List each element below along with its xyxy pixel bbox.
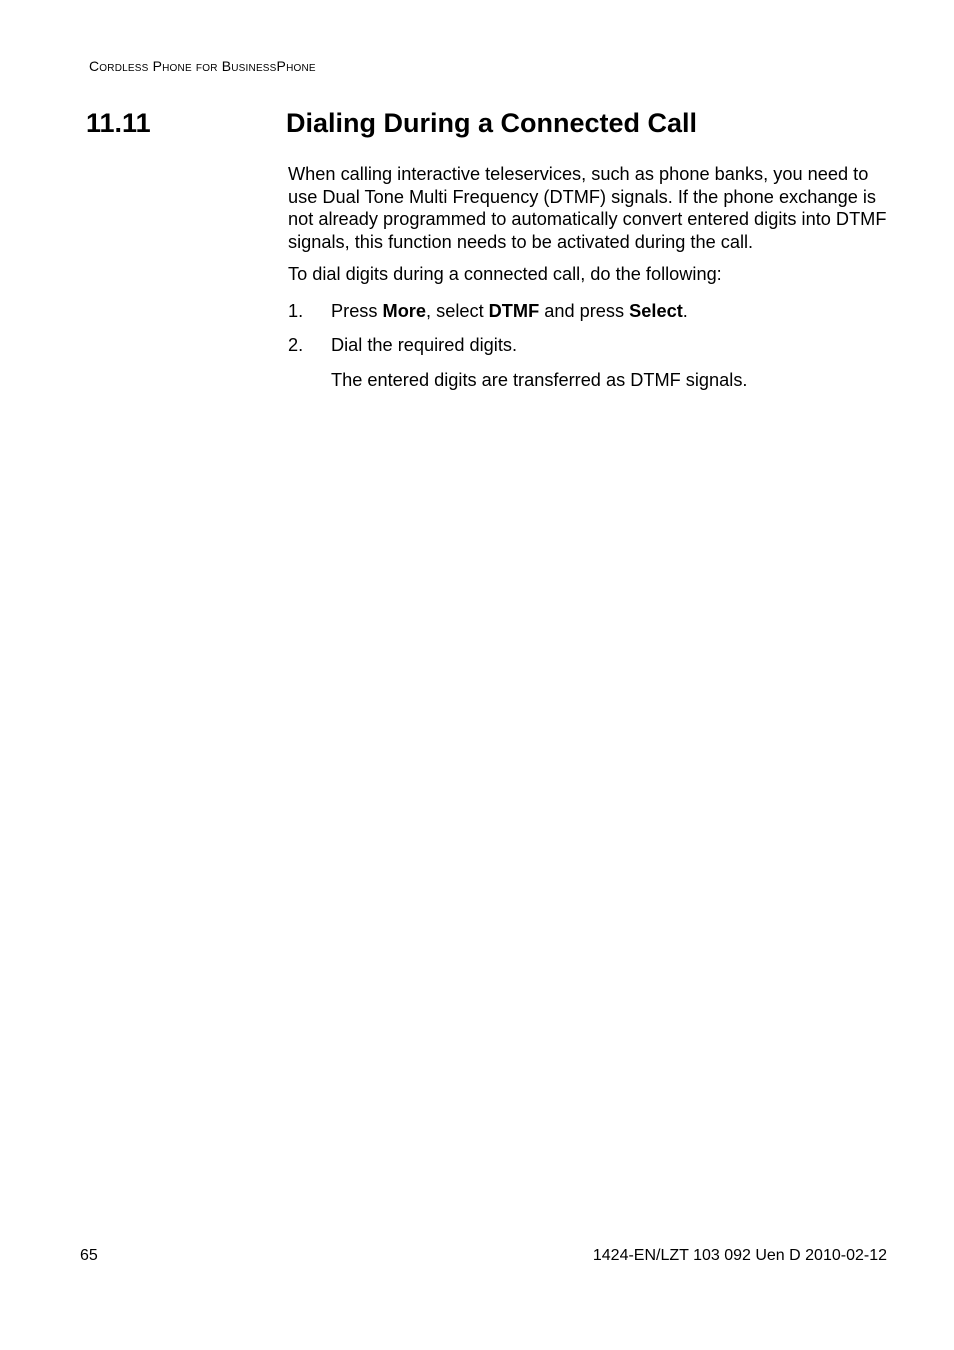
section-heading [86, 108, 697, 139]
running-header: Cordless Phone for BusinessPhone [89, 58, 316, 74]
lead-paragraph: To dial digits during a connected call, do the following: [288, 263, 722, 284]
section-title: Dialing During a Connected Call [286, 108, 698, 138]
step-text-part: . [682, 300, 688, 321]
step-text-part: Press [331, 300, 383, 321]
document-id: 1424-EN/LZT 103 092 Uen D 2010-02-12 [592, 1247, 887, 1264]
step-number: 1. [288, 300, 304, 321]
body-content [288, 163, 898, 392]
page-number: 65 [80, 1247, 98, 1264]
intro-paragraph: When calling interactive teleservices, such as phone banks, you need to use Dual Tone Multi Frequency (DTMF) signals. If the phone exchange is not already programmed to automatically convert entered digits into DTMF signals, this function needs to be activated during the call. [288, 164, 887, 253]
section-number: 11.11 [86, 108, 151, 138]
step-number: 2. [288, 335, 304, 356]
dtmf-option-label: DTMF [488, 300, 540, 321]
step-item [288, 334, 898, 357]
step-text: Dial the required digits. [331, 335, 518, 356]
step-text-part: , select [426, 300, 489, 321]
step-text-part: and press [539, 300, 630, 321]
more-key-label: More [382, 300, 426, 321]
step-note: The entered digits are transferred as DTMF signals. [331, 369, 748, 390]
step-item [288, 300, 898, 323]
step-text [331, 301, 688, 321]
select-key-label: Select [629, 300, 683, 321]
